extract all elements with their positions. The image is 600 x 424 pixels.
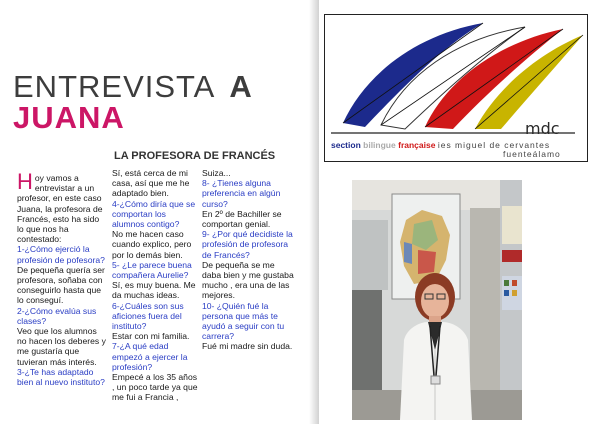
article-column-1 — [17, 169, 108, 388]
interview-answer: Empecé a los 35 años , un poco tarde ya que me fui a Francia , — [112, 372, 198, 403]
article-column-2 — [112, 168, 200, 403]
logo-section-text: section bilingue française ies miguel de cervantes — [331, 140, 551, 150]
article-column-3 — [202, 168, 296, 352]
interview-question: 4-¿Cómo diría que se comportan los alumnos contigo? — [112, 198, 196, 230]
interview-answer: Fué mi madre sin duda. — [202, 341, 293, 352]
article-title-name: JUANA — [13, 100, 125, 135]
article-title-line1: ENTREVISTA A — [13, 69, 253, 104]
article-subtitle: LA PROFESORA DE FRANCÉS — [114, 150, 276, 162]
interview-question: 1-¿Cómo ejerció la profesión de pofesora? — [17, 244, 105, 265]
interview-question: 3-¿Te has adaptado bien al nuevo instituto? — [17, 366, 105, 388]
page-fold-shadow — [309, 0, 319, 424]
interview-question: 10- ¿Quién fué la persona que más te ayudó a seguir con tu carrera? — [202, 300, 285, 342]
interview-answer: Estar con mi familia. — [112, 331, 190, 342]
interview-question: 7-¿A qué edad empezó a ejercer la profesión? — [112, 341, 188, 372]
interview-answer: Veo que los alumnos no hacen los deberes y me gustaría que tuvieran más interés. — [17, 326, 106, 367]
teacher-photo — [352, 180, 522, 420]
interview-answer: En 2º de Bachiller se comportan genial. — [202, 208, 282, 230]
interview-answer: Suiza... — [202, 168, 231, 178]
interview-answer: No me hacen caso cuando explico, pero por lo demás bien. — [112, 229, 192, 260]
intro-paragraph: Hoy vamos a entrevistar a un profesor, en este caso Juana, la profesora de Francés, esto ha sido lo que nos ha contestado: — [17, 169, 103, 245]
interview-question: 2-¿Cómo evalúa sus clases? — [17, 305, 97, 326]
interview-answer: Sí, es muy buena. Me da muchas ideas. — [112, 280, 196, 301]
interview-question: 8- ¿Tienes alguna preferencia en algún curso? — [202, 178, 281, 209]
logo-town-text: fuenteálamo — [503, 149, 561, 159]
interview-answer: Sí, está cerca de mi casa, así que me he adaptado bien. — [112, 168, 190, 199]
interview-answer: De pequeña quería ser profesora, soñaba con conseguirlo hasta que lo conseguí. — [17, 264, 105, 306]
interview-answer: De pequeña se me daba bien y me gustaba mucho , era una de las mejores. — [202, 259, 294, 301]
school-logo — [324, 14, 588, 162]
drop-cap: H — [17, 169, 33, 194]
interview-question: 5- ¿Le parece buena compañera Aurelie? — [112, 259, 192, 281]
logo-mdc-text: mdc — [525, 119, 560, 138]
interview-question: 6-¿Cuáles son sus aficiones fuera del instituto? — [112, 300, 184, 332]
interview-question: 9- ¿Por qué decidiste la profesión de profesora de Francés? — [202, 229, 293, 260]
